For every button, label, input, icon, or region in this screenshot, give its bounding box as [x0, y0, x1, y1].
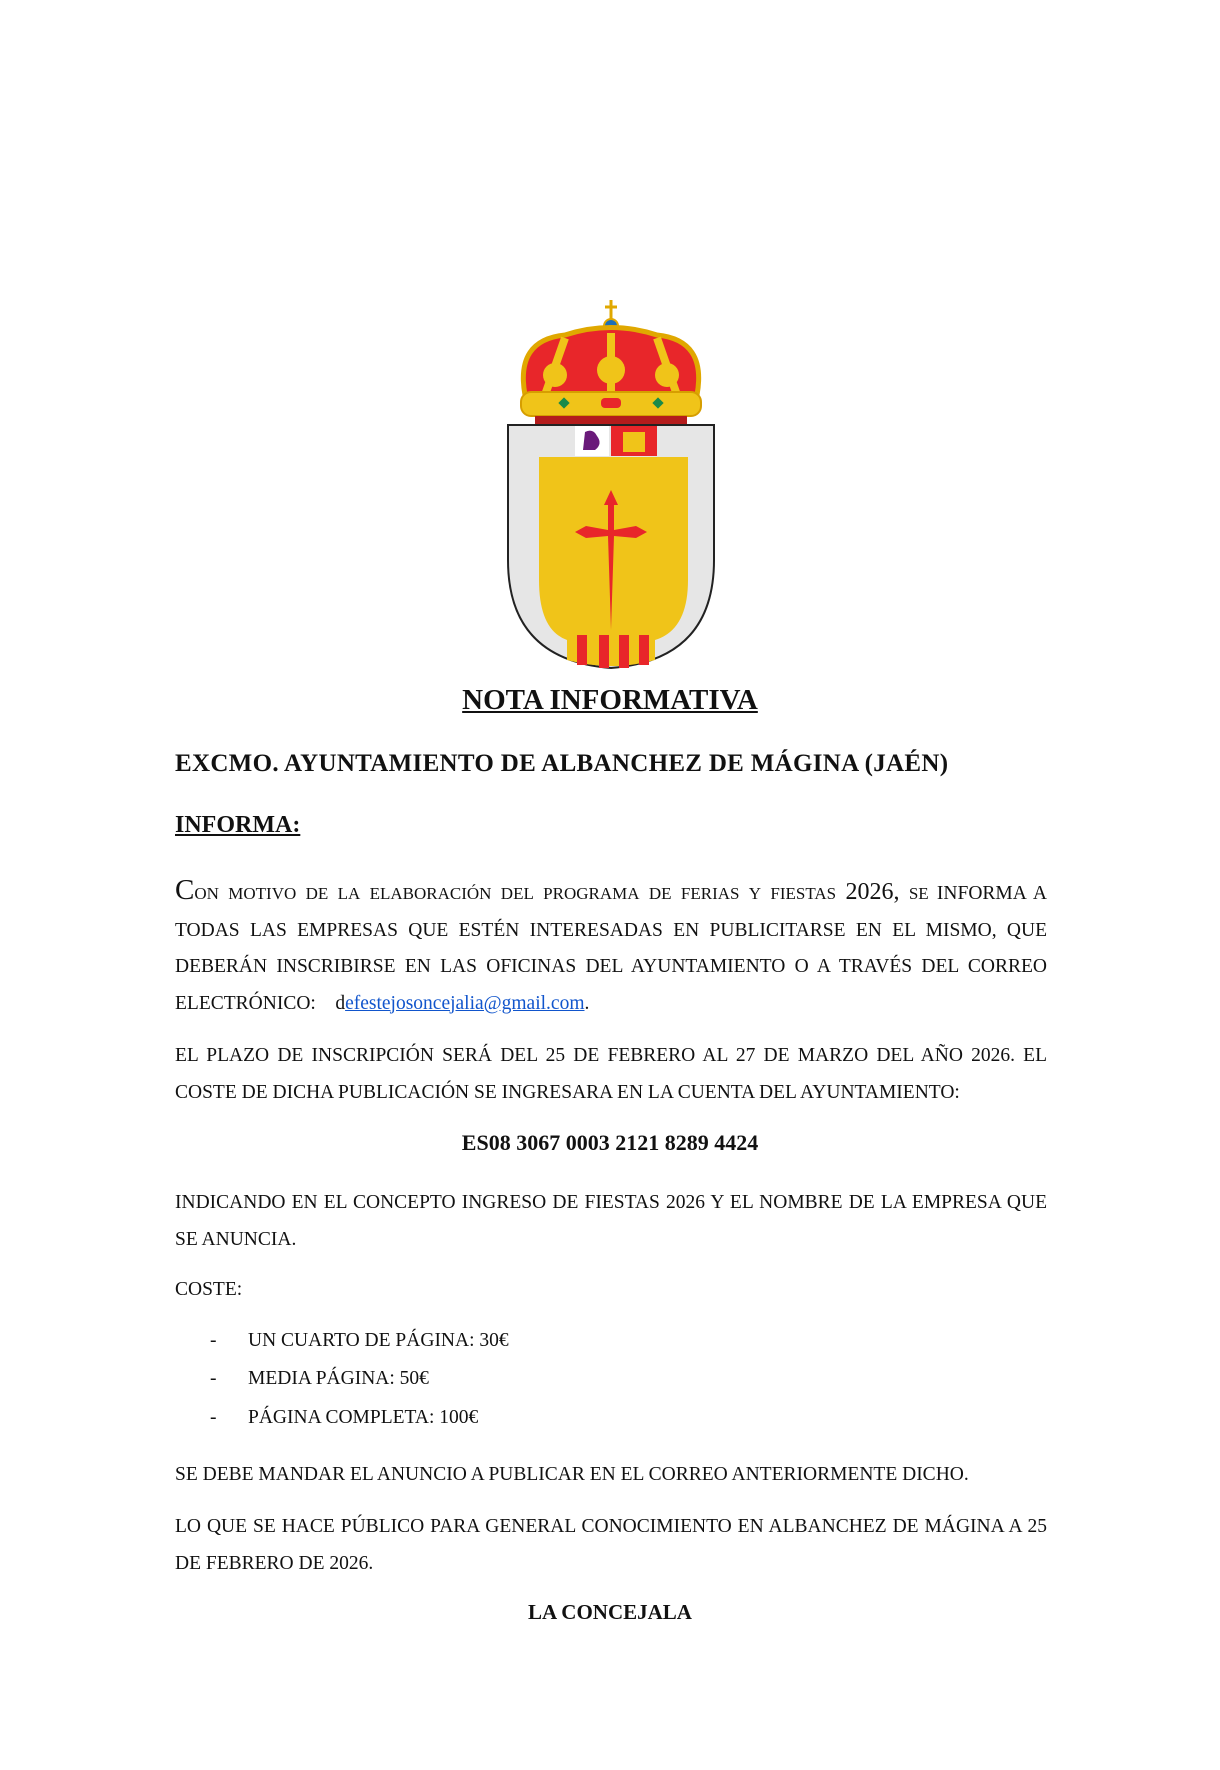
intro-paragraph	[175, 872, 1047, 1022]
instructions-paragraph: SE DEBE MANDAR EL ANUNCIO A PUBLICAR EN EL CORREO ANTERIORMENTE DICHO.	[175, 1464, 969, 1485]
price-text: MEDIA PÁGINA: 50€	[248, 1368, 429, 1389]
coat-of-arms-logo	[505, 300, 717, 670]
cost-label: COSTE:	[175, 1279, 243, 1300]
drop-initial: C	[175, 874, 195, 906]
price-item	[210, 1368, 429, 1390]
bullet-dash: -	[210, 1407, 217, 1428]
signature: LA CONCEJALA	[528, 1600, 692, 1624]
first-line-text: motivo de la elaboración del programa de ferias y fiestas 2026, se	[218, 879, 929, 905]
bullet-dash: -	[210, 1368, 217, 1389]
closing-paragraph: LO QUE SE HACE PÚBLICO PARA GENERAL CONOCIMIENTO EN ALBANCHEZ DE MÁGINA A 25 DE FEBRERO DE 2026.	[175, 1516, 1047, 1574]
email-prefix: d	[335, 992, 346, 1014]
deadline-paragraph: EL PLAZO DE INSCRIPCIÓN SERÁ DEL 25 DE FEBRERO AL 27 DE MARZO DEL AÑO 2026. EL COSTE DE DICHA PUBLICACIÓN SE INGRESARA EN LA CUENTA DEL AYUNTAMIENTO:	[175, 1045, 1047, 1103]
intro-body: INFORMA A TODAS LAS EMPRESAS QUE ESTÉN INTERESADAS EN PUBLICITARSE EN EL MISMO, QUE DEBERÁN INSCRIBIRSE EN LAS OFICINAS DEL AYUNTAMIENTO O A TRAVÉS DEL CORREO ELECTRÓNICO:	[175, 883, 1047, 1014]
email-link[interactable]: efestejosoncejalia@gmail.com	[345, 992, 585, 1014]
email-suffix: .	[584, 992, 590, 1014]
bullet-dash: -	[210, 1330, 217, 1351]
price-text: PÁGINA COMPLETA: 100€	[248, 1407, 479, 1428]
price-text: UN CUARTO DE PÁGINA: 30€	[248, 1330, 509, 1351]
first-word: on	[194, 879, 219, 905]
iban-number: ES08 3067 0003 2121 8289 4424	[461, 1130, 759, 1155]
concept-paragraph: INDICANDO EN EL CONCEPTO INGRESO DE FIESTAS 2026 Y EL NOMBRE DE LA EMPRESA QUE SE ANUNCIA.	[175, 1192, 1047, 1250]
issuer-heading: EXCMO. AYUNTAMIENTO DE ALBANCHEZ DE MÁGINA (JAÉN)	[175, 750, 949, 777]
price-item	[210, 1407, 478, 1429]
price-item	[210, 1330, 509, 1352]
informa-heading: INFORMA:	[175, 812, 301, 838]
document-title: NOTA INFORMATIVA	[462, 684, 758, 716]
